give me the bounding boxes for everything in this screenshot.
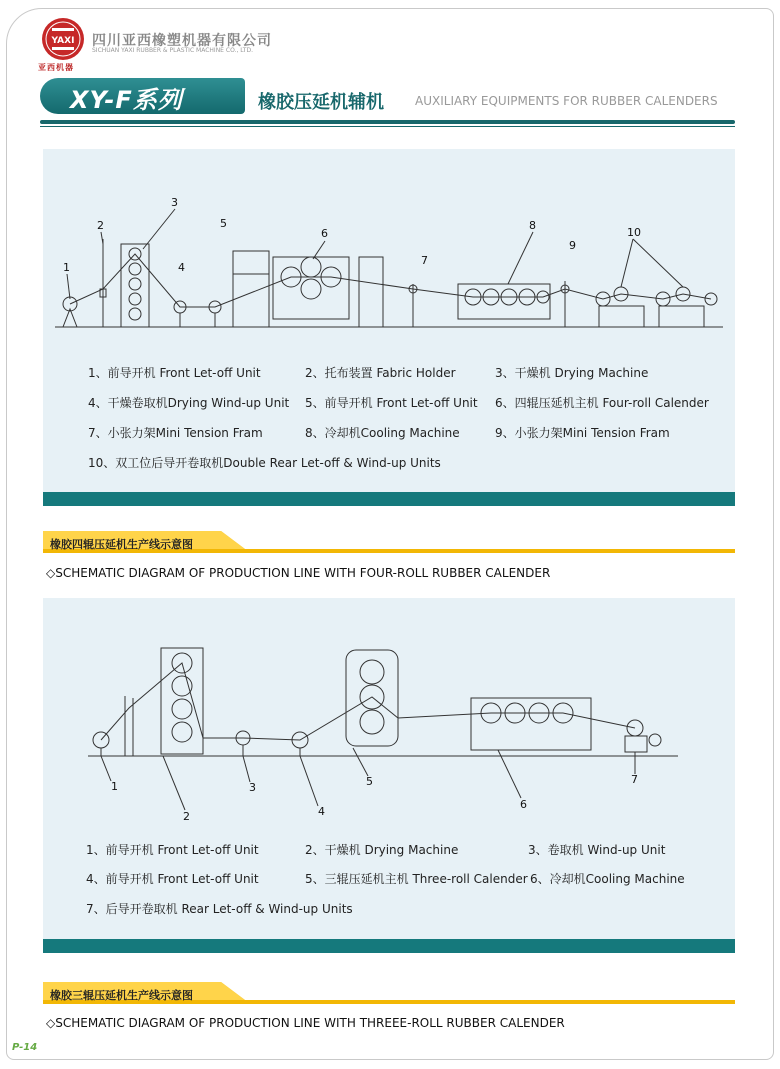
- legend-1-3: 3、干燥机 Drying Machine: [495, 366, 649, 380]
- three-roll-calender: [346, 650, 398, 746]
- three-roll-line-diagram: [43, 598, 735, 823]
- callout-9: 9: [569, 239, 576, 252]
- mini-tension-frame-7: [409, 284, 417, 327]
- legend-2-7: 7、后导开卷取机 Rear Let-off & Wind-up Units: [86, 902, 353, 916]
- rear-letoff-windup: [625, 720, 661, 752]
- drying-machine: [121, 244, 149, 327]
- callout-b6: 6: [520, 798, 527, 811]
- legend-2-4: 4、前导开机 Front Let-off Unit: [86, 872, 259, 886]
- cooling-machine: [458, 284, 550, 319]
- callout-1: 1: [63, 261, 70, 274]
- callout-b2: 2: [183, 810, 190, 823]
- legend-1-4: 4、干燥卷取机Drying Wind-up Unit: [88, 396, 290, 410]
- series-title: XY-F系列: [70, 86, 183, 114]
- mini-tension-frame-9: [561, 281, 569, 327]
- callout-7: 7: [421, 254, 428, 267]
- legend-2-3: 3、卷取机 Wind-up Unit: [528, 843, 666, 857]
- callout-4: 4: [178, 261, 185, 274]
- callout-2: 2: [97, 219, 104, 232]
- callout-b5: 5: [366, 775, 373, 788]
- title-divider-thin: [40, 126, 735, 127]
- callout-3: 3: [171, 196, 178, 209]
- callout-b3: 3: [249, 781, 256, 794]
- logo-text: YAXI: [51, 36, 75, 46]
- legend-1-8: 8、冷却机Cooling Machine: [305, 426, 460, 440]
- callout-6: 6: [321, 227, 328, 240]
- drying-windup-unit: [173, 301, 187, 327]
- page-title-cn: 橡胶压延机辅机: [258, 92, 384, 113]
- legend-1-7: 7、小张力架Mini Tension Fram: [88, 426, 263, 440]
- page-title-en: AUXILIARY EQUIPMENTS FOR RUBBER CALENDERS: [415, 94, 718, 108]
- windup-unit-b: [236, 731, 250, 756]
- callout-10: 10: [627, 226, 641, 239]
- legend-2-1: 1、前导开机 Front Let-off Unit: [86, 843, 259, 857]
- legend-1-10: 10、双工位后导开卷取机Double Rear Let-off & Wind-up Units: [88, 456, 441, 470]
- section1-tab-label: 橡胶四辊压延机生产线示意图: [50, 538, 193, 551]
- callout-b4: 4: [318, 805, 325, 818]
- callout-b7: 7: [631, 773, 638, 786]
- page-number: P-14: [12, 1042, 38, 1053]
- four-roll-panel-bar: [43, 492, 735, 506]
- three-roll-panel-bar: [43, 939, 735, 953]
- company-logo: [40, 16, 86, 62]
- four-roll-line-diagram: [43, 149, 735, 354]
- legend-1-5: 5、前导开机 Front Let-off Unit: [305, 396, 478, 410]
- legend-2-6: 6、冷却机Cooling Machine: [530, 872, 685, 886]
- section2-tab-label: 橡胶三辊压延机生产线示意图: [50, 989, 193, 1002]
- four-roll-calender: [273, 257, 349, 319]
- section2-caption: ◇SCHEMATIC DIAGRAM OF PRODUCTION LINE WITH THREEE-ROLL RUBBER CALENDER: [46, 1016, 565, 1030]
- fabric-holder: [100, 239, 106, 327]
- title-divider: [40, 120, 735, 124]
- callout-5: 5: [220, 217, 227, 230]
- callout-8: 8: [529, 219, 536, 232]
- front-letoff-unit-4b: [292, 732, 308, 756]
- legend-1-9: 9、小张力架Mini Tension Fram: [495, 426, 670, 440]
- legend-1-2: 2、托布装置 Fabric Holder: [305, 366, 456, 380]
- legend-1-1: 1、前导开机 Front Let-off Unit: [88, 366, 261, 380]
- company-name-cn: 四川亚西橡塑机器有限公司: [92, 33, 272, 49]
- logo-subtitle: 亚西机器: [38, 63, 74, 72]
- legend-1-6: 6、四辊压延机主机 Four-roll Calender: [495, 396, 709, 410]
- company-name-en: SICHUAN YAXI RUBBER & PLASTIC MACHINE CO., LTD.: [92, 47, 253, 54]
- legend-2-5: 5、三辊压延机主机 Three-roll Calender: [305, 872, 528, 886]
- cooling-machine-b: [471, 698, 591, 750]
- double-rear-letoff-windup: [596, 287, 717, 327]
- section1-caption: ◇SCHEMATIC DIAGRAM OF PRODUCTION LINE WITH FOUR-ROLL RUBBER CALENDER: [46, 566, 551, 580]
- legend-2-2: 2、干燥机 Drying Machine: [305, 843, 459, 857]
- callout-b1: 1: [111, 780, 118, 793]
- service-platform: [233, 251, 383, 327]
- front-letoff-unit-1b: [93, 732, 109, 756]
